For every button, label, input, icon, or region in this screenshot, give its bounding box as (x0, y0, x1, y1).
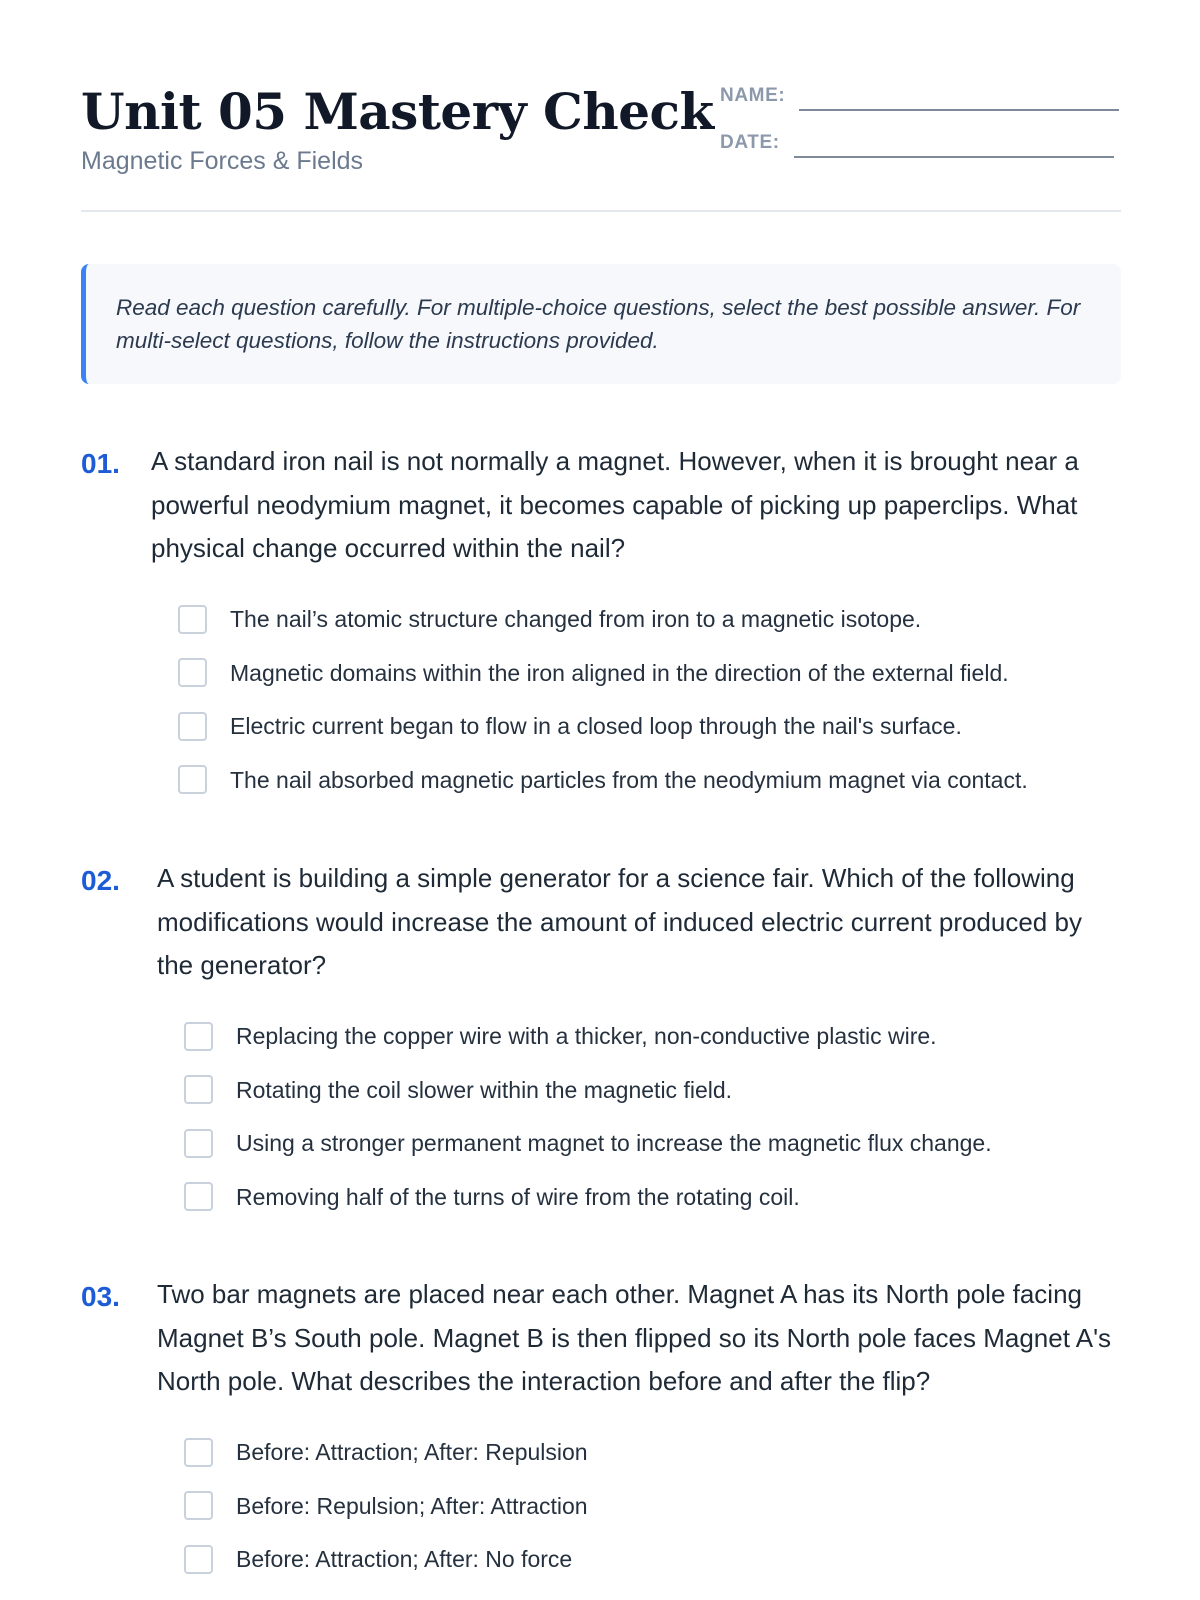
question-3 (81, 1273, 1121, 1586)
answer-checkbox[interactable] (178, 765, 207, 794)
question-text: Two bar magnets are placed near each other. Magnet A has its North pole facing Magnet B’s South pole. Magnet B is then flipped so its North pole faces Magnet A's North pole. What describes the interaction before and after the flip? (157, 1279, 1112, 1396)
answer-option[interactable] (184, 1170, 1121, 1224)
answer-checkbox[interactable] (184, 1075, 213, 1104)
instructions-box (81, 264, 1121, 384)
answer-label: Before: Attraction; After: No force (236, 1546, 573, 1573)
answer-label: Before: Attraction; After: Repulsion (236, 1439, 588, 1466)
name-label: NAME: (720, 85, 786, 106)
answer-label: Replacing the copper wire with a thicker, non-conductive plastic wire. (236, 1023, 937, 1050)
answer-checkbox[interactable] (184, 1438, 213, 1467)
answer-label: Using a stronger permanent magnet to increase the magnetic flux change. (236, 1130, 992, 1157)
answer-checkbox[interactable] (184, 1182, 213, 1211)
answer-options (184, 1010, 1121, 1224)
name-input-line[interactable] (799, 109, 1119, 111)
answer-checkbox[interactable] (178, 658, 207, 687)
date-field (720, 131, 1114, 155)
date-input-line[interactable] (794, 156, 1114, 158)
answer-checkbox[interactable] (178, 712, 207, 741)
answer-label: The nail’s atomic structure changed from iron to a magnetic isotope. (230, 606, 922, 633)
question-number: 01. (81, 448, 120, 479)
answer-label: Magnetic domains within the iron aligned in the direction of the external field. (230, 659, 1009, 686)
instructions-text: Read each question carefully. For multiple-choice questions, select the best possible answer. For multi-select questions, follow the instructions provided. (116, 295, 1081, 353)
page-subtitle: Magnetic Forces & Fields (81, 147, 364, 175)
answer-label: Rotating the coil slower within the magnetic field. (236, 1076, 733, 1103)
answer-checkbox[interactable] (184, 1022, 213, 1051)
page-title: Unit 05 Mastery Check (81, 82, 714, 141)
answer-option[interactable] (184, 1426, 1121, 1480)
answer-label: Before: Repulsion; After: Attraction (236, 1492, 588, 1519)
answer-label: Electric current began to flow in a closed loop through the nail's surface. (230, 713, 962, 740)
question-2 (81, 857, 1121, 1224)
answer-label: The nail absorbed magnetic particles from the neodymium magnet via contact. (230, 766, 1028, 793)
answer-checkbox[interactable] (184, 1129, 213, 1158)
answer-option[interactable] (184, 1117, 1121, 1171)
answer-option[interactable] (184, 1010, 1121, 1064)
question-text: A student is building a simple generator for a science fair. Which of the following modifications would increase the amount of induced electric current produced by the generator? (157, 863, 1082, 980)
answer-option[interactable] (184, 1063, 1121, 1117)
name-field (720, 84, 1119, 108)
date-label: DATE: (720, 132, 780, 153)
answer-option[interactable] (184, 1479, 1121, 1533)
answer-option[interactable] (178, 646, 1121, 700)
answer-checkbox[interactable] (178, 605, 207, 634)
worksheet-header (81, 0, 1121, 212)
question-number: 02. (81, 865, 120, 896)
answer-option[interactable] (178, 753, 1121, 807)
answer-option[interactable] (178, 700, 1121, 754)
answer-label: Removing half of the turns of wire from the rotating coil. (236, 1183, 800, 1210)
question-text: A standard iron nail is not normally a magnet. However, when it is brought near a powerful neodymium magnet, it becomes capable of picking up paperclips. What physical change occurred within the nail? (151, 446, 1079, 563)
question-number: 03. (81, 1281, 120, 1312)
answer-option[interactable] (184, 1533, 1121, 1587)
answer-checkbox[interactable] (184, 1545, 213, 1574)
answer-option[interactable] (178, 593, 1121, 647)
answer-options (184, 1426, 1121, 1587)
answer-checkbox[interactable] (184, 1491, 213, 1520)
question-1 (81, 440, 1121, 807)
answer-options (178, 593, 1121, 807)
